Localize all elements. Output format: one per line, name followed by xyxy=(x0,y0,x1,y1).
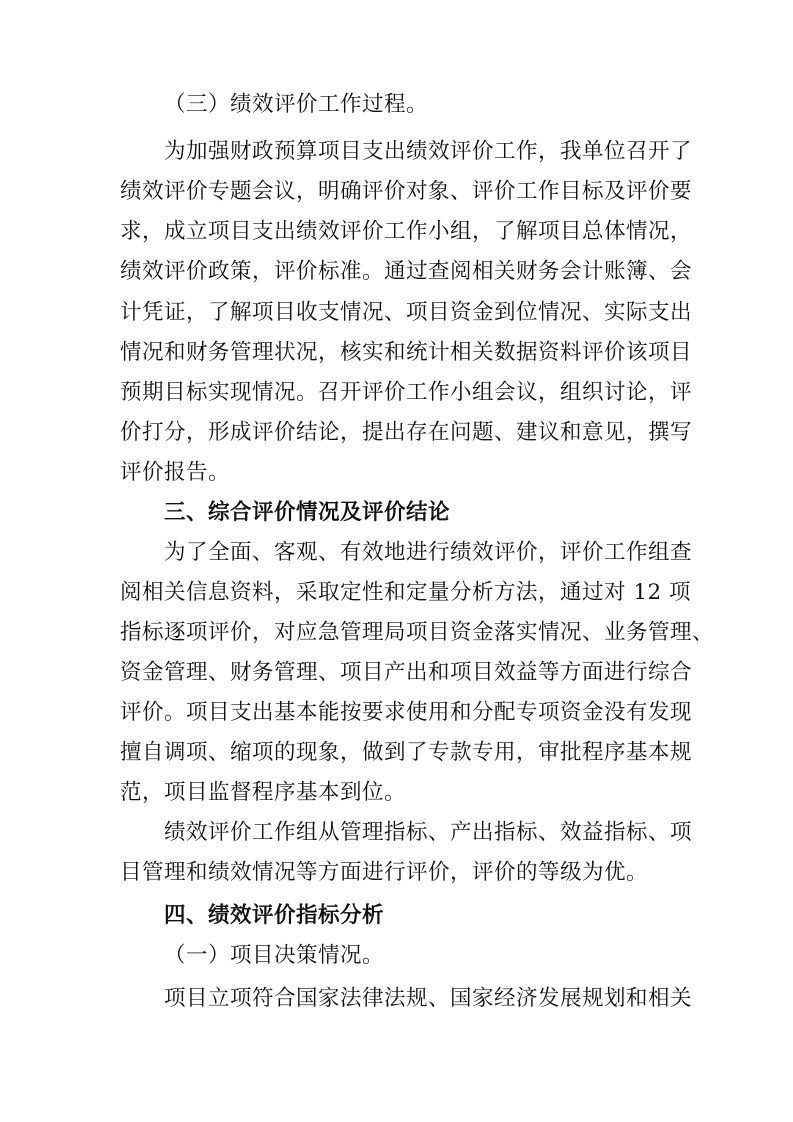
paragraph-line: 范，项目监督程序基本到位。 xyxy=(120,780,407,805)
paragraph-line: 擅自调项、缩项的现象，做到了专款专用，审批程序基本规 xyxy=(120,740,693,765)
paragraph-line: 评价。项目支出基本能按要求使用和分配专项资金没有发现 xyxy=(120,700,693,725)
paragraph-line: 计凭证，了解项目收支情况、项目资金到位情况、实际支出 xyxy=(120,300,693,325)
paragraph-line: 资金管理、财务管理、项目产出和项目效益等方面进行综合 xyxy=(120,660,693,685)
paragraph-line: 为加强财政预算项目支出绩效评价工作，我单位召开了 xyxy=(164,139,693,164)
paragraph-line: 绩效评价工作组从管理指标、产出指标、效益指标、项 xyxy=(164,820,693,845)
paragraph-line: 目管理和绩效情况等方面进行评价，评价的等级为优。 xyxy=(120,860,649,885)
paragraph-line: 评价报告。 xyxy=(120,460,231,485)
paragraph-line: 求，成立项目支出绩效评价工作小组，了解项目总体情况， xyxy=(120,219,693,244)
subsection-heading: （一）项目决策情况。 xyxy=(164,943,385,968)
paragraph-line: 绩效评价专题会议，明确评价对象、评价工作目标及评价要 xyxy=(120,179,693,204)
paragraph-line: 为了全面、客观、有效地进行绩效评价，评价工作组查 xyxy=(164,540,693,565)
paragraph-line: 情况和财务管理状况，核实和统计相关数据资料评价该项目 xyxy=(120,340,693,365)
paragraph-line: 绩效评价政策，评价标准。通过查阅相关财务会计账簿、会 xyxy=(120,259,693,284)
section-heading: 三、综合评价情况及评价结论 xyxy=(164,500,451,525)
paragraph-line: 阅相关信息资料，采取定性和定量分析方法，通过对 12 项 xyxy=(120,580,692,605)
paragraph-line: 项目立项符合国家法律法规、国家经济发展规划和相关 xyxy=(164,986,693,1011)
paragraph-line: 预期目标实现情况。召开评价工作小组会议，组织讨论，评 xyxy=(120,380,693,405)
paragraph-line: 指标逐项评价，对应急管理局项目资金落实情况、业务管理、 xyxy=(120,620,715,645)
subsection-heading: （三）绩效评价工作过程。 xyxy=(164,92,429,117)
paragraph-line: 价打分，形成评价结论，提出存在问题、建议和意见，撰写 xyxy=(120,420,693,445)
section-heading: 四、绩效评价指标分析 xyxy=(164,903,385,928)
